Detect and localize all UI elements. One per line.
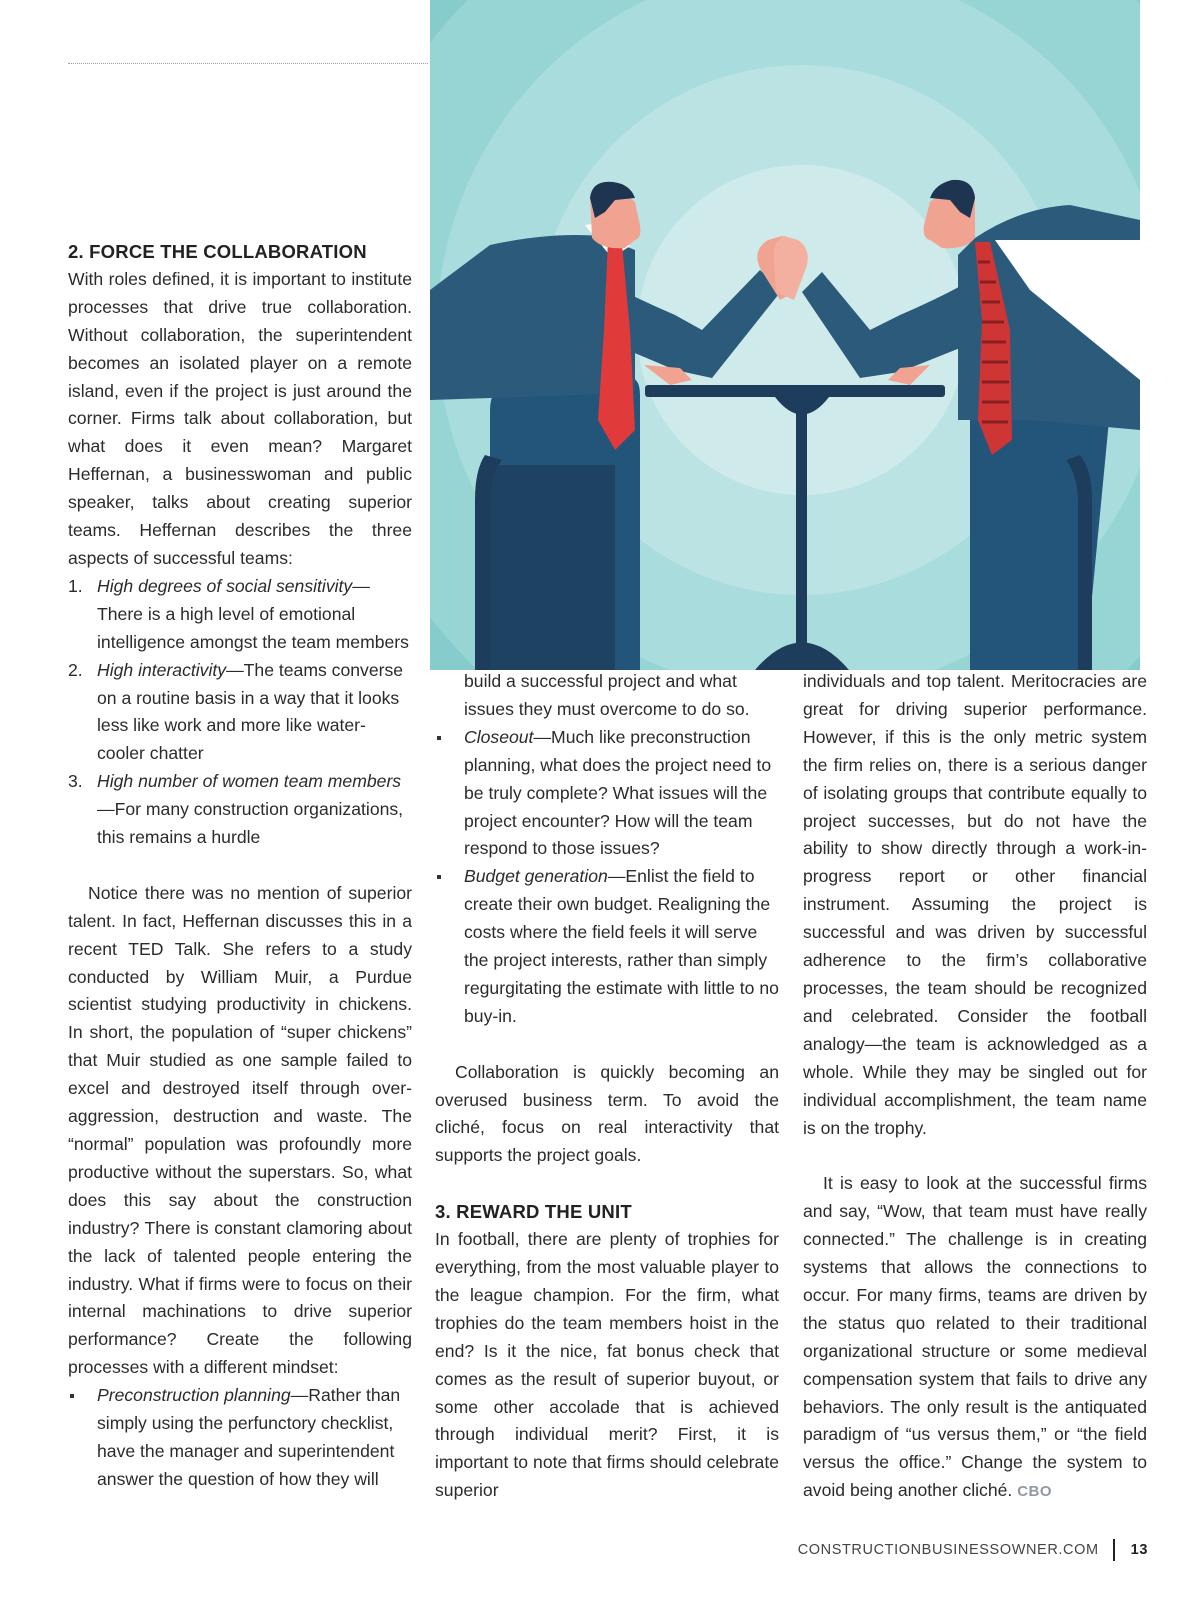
article-column-3 bbox=[803, 668, 1147, 1506]
page-footer bbox=[798, 1537, 1148, 1563]
list-item-continued: build a successful project and what issues they must overcome to do so. bbox=[464, 671, 750, 719]
numbered-list-team-aspects bbox=[68, 573, 412, 852]
paragraph-closing: It is easy to look at the successful firms and say, “Wow, that team must have really connected.” The challenge is in creating systems that allows the connections to occur. For many firms, teams are driven by the status quo related to their traditional organizational structure or some medieval compensation system that fails to drive any behaviors. The only result is the antiquated paradigm of “us versus them,” or “the field versus the office.” Change the system to avoid being another cliché. CBO bbox=[803, 1173, 1147, 1501]
list-item: 3. High number of women team members—For many construction organizations, this remains a hurdle bbox=[68, 771, 404, 848]
footer-website: CONSTRUCTIONBUSINESSOWNER.COM bbox=[797, 1542, 1099, 1558]
list-item: Preconstruction planning—Rather than simply using the perfunctory checklist, have the manager and superintendent answer the question of how they will bbox=[68, 1382, 412, 1494]
list-item: 2. High interactivity—The teams converse on a routine basis in a way that it looks less like work and more like water-cooler chatter bbox=[68, 659, 404, 764]
bullet-marker bbox=[70, 1394, 74, 1398]
section-heading-reward-unit: 3. REWARD THE UNIT bbox=[435, 1201, 632, 1223]
table-leg bbox=[796, 400, 807, 645]
bullet-list-processes bbox=[68, 1382, 412, 1494]
list-item: 1. High degrees of social sensitivity—There is a high level of emotional intelligence amongst the team members bbox=[68, 575, 409, 652]
paragraph-football-trophies: In football, there are plenty of trophies for everything, from the most valuable player to the league champion. For the firm, what trophies do the team members hoist in the end? Is it the nice, fat bonus check that comes as the result of superior buyout, or some other accolade that is achieved through individual merit? First, it is important to note that firms should celebrate superior bbox=[435, 1229, 779, 1501]
arm-wrestling-illustration bbox=[430, 0, 1140, 670]
bullet-list-processes-continued bbox=[435, 668, 779, 1031]
list-item: Budget generation—Enlist the field to create their own budget. Realigning the costs where the field feels it will serve the project interests, rather than simply regurgitating the estimate with little to no buy-in. bbox=[435, 863, 779, 1030]
footer-divider bbox=[1113, 1539, 1115, 1561]
paragraph-collaboration-term: Collaboration is quickly becoming an overused business term. To avoid the cliché, focus on real interactivity that supports the project goals. bbox=[435, 1061, 779, 1166]
paragraph-intro: With roles defined, it is important to institute processes that drive true collaboration. Without collaboration, the superintendent becomes an isolated player on a remote island, even if the project is just around the corner. Firms talk about collaboration, but what does it even mean? Margaret Heffernan, a businesswoman and public speaker, talks about creating superior teams. Heffernan describes the three aspects of successful teams: bbox=[68, 268, 412, 568]
bullet-marker bbox=[437, 736, 441, 740]
table-top bbox=[645, 385, 945, 397]
paragraph-super-chickens: Notice there was no mention of superior talent. In fact, Heffernan discusses this in a recent TED Talk. She refers to a study conducted by William Muir, a Purdue scientist studying productivity in chickens. In short, the population of “super chickens” that Muir studied as one sample failed to excel and destroyed itself through over-aggression, destruction and waste. The “normal” population was profoundly more productive without the superstars. So, what does this say about the construction industry? There is constant clamoring about the lack of talented people entering the industry. What if firms were to focus on their internal machinations to drive superior performance? Create the following processes with a different mindset: bbox=[68, 882, 412, 1378]
section-heading-force-collaboration: 2. FORCE THE COLLABORATION bbox=[68, 241, 367, 262]
list-item: Closeout—Much like preconstruction planning, what does the project need to be truly complete? What issues will the project encounter? How will the team respond to those issues? bbox=[435, 724, 779, 864]
header-rule bbox=[68, 63, 428, 64]
cbo-signoff: CBO bbox=[1017, 1483, 1053, 1501]
article-column-1 bbox=[68, 238, 412, 1494]
paragraph-meritocracies: individuals and top talent. Meritocracies are great for driving superior performance. However, if this is the only metric system the firm relies on, there is a serious danger of isolating groups that contribute equally to project successes, but do not have the ability to show directly through a work-in-progress report or other financial instrument. Assuming the project is successful and was driven by successful adherence to the firm’s collaborative processes, the team should be recognized and celebrated. Consider the football analogy—the team is acknowledged as a whole. While they may be singled out for individual accomplishment, the team name is on the trophy. bbox=[803, 671, 1147, 1138]
illustration-arm-wrestling bbox=[430, 0, 1140, 670]
article-column-2 bbox=[435, 668, 779, 1505]
page-number: 13 bbox=[1130, 1542, 1148, 1558]
bullet-marker bbox=[437, 875, 441, 879]
